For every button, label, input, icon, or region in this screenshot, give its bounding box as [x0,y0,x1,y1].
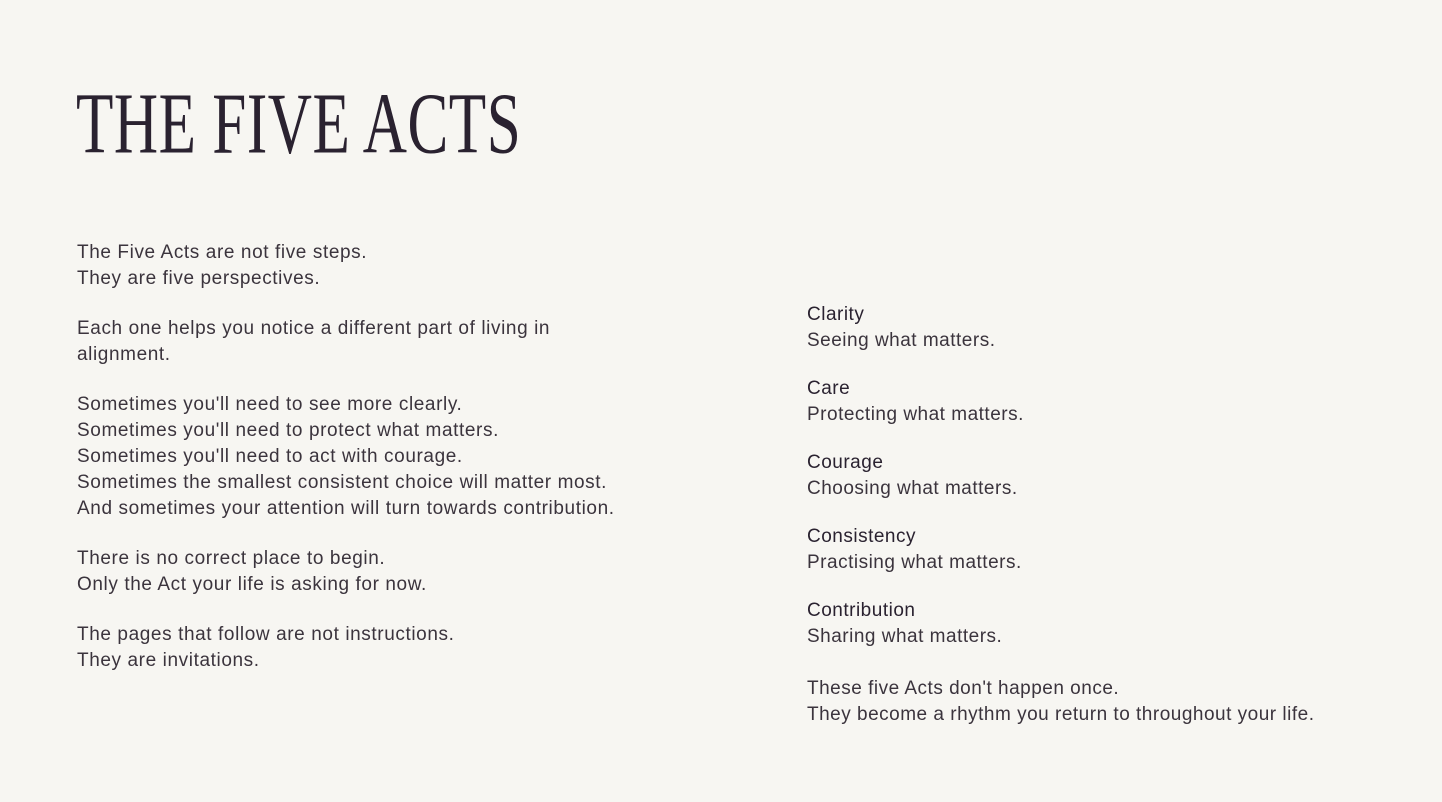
act-care [807,376,1407,428]
intro-line: Each one helps you notice a different part of living in alignment. [77,318,551,365]
acts-list [807,302,1407,728]
act-description: Choosing what matters. [807,478,1018,499]
act-clarity [807,302,1407,354]
intro-line: Only the Act your life is asking for now. [77,574,427,595]
intro-line: They are invitations. [77,650,260,671]
intro-paragraph [77,622,617,674]
intro-line: Sometimes the smallest consistent choice will matter most. [77,472,608,493]
act-description: Practising what matters. [807,552,1022,573]
page-title: THE FIVE ACTS [76,75,522,172]
intro-paragraph [77,392,617,522]
closing-line: They become a rhythm you return to throughout your life. [807,704,1315,725]
act-name: Clarity [807,304,865,325]
act-consistency [807,524,1407,576]
intro-line: Sometimes you'll need to act with courage. [77,446,463,467]
intro-paragraph [77,240,617,292]
intro-paragraph [77,546,617,598]
intro-line: And sometimes your attention will turn towards contribution. [77,498,615,519]
closing-text [807,676,1407,728]
intro-line: The pages that follow are not instructions. [77,624,455,645]
intro-text [77,240,617,698]
intro-line: Sometimes you'll need to protect what matters. [77,420,499,441]
act-name: Contribution [807,600,916,621]
intro-line: They are five perspectives. [77,268,321,289]
intro-line: There is no correct place to begin. [77,548,386,569]
act-description: Seeing what matters. [807,330,996,351]
act-description: Sharing what matters. [807,626,1003,647]
intro-paragraph [77,316,617,368]
act-name: Courage [807,452,884,473]
closing-line: These five Acts don't happen once. [807,678,1120,699]
act-name: Consistency [807,526,916,547]
act-name: Care [807,378,851,399]
act-contribution [807,598,1407,650]
intro-line: Sometimes you'll need to see more clearly. [77,394,463,415]
act-courage [807,450,1407,502]
intro-line: The Five Acts are not five steps. [77,242,368,263]
act-description: Protecting what matters. [807,404,1024,425]
